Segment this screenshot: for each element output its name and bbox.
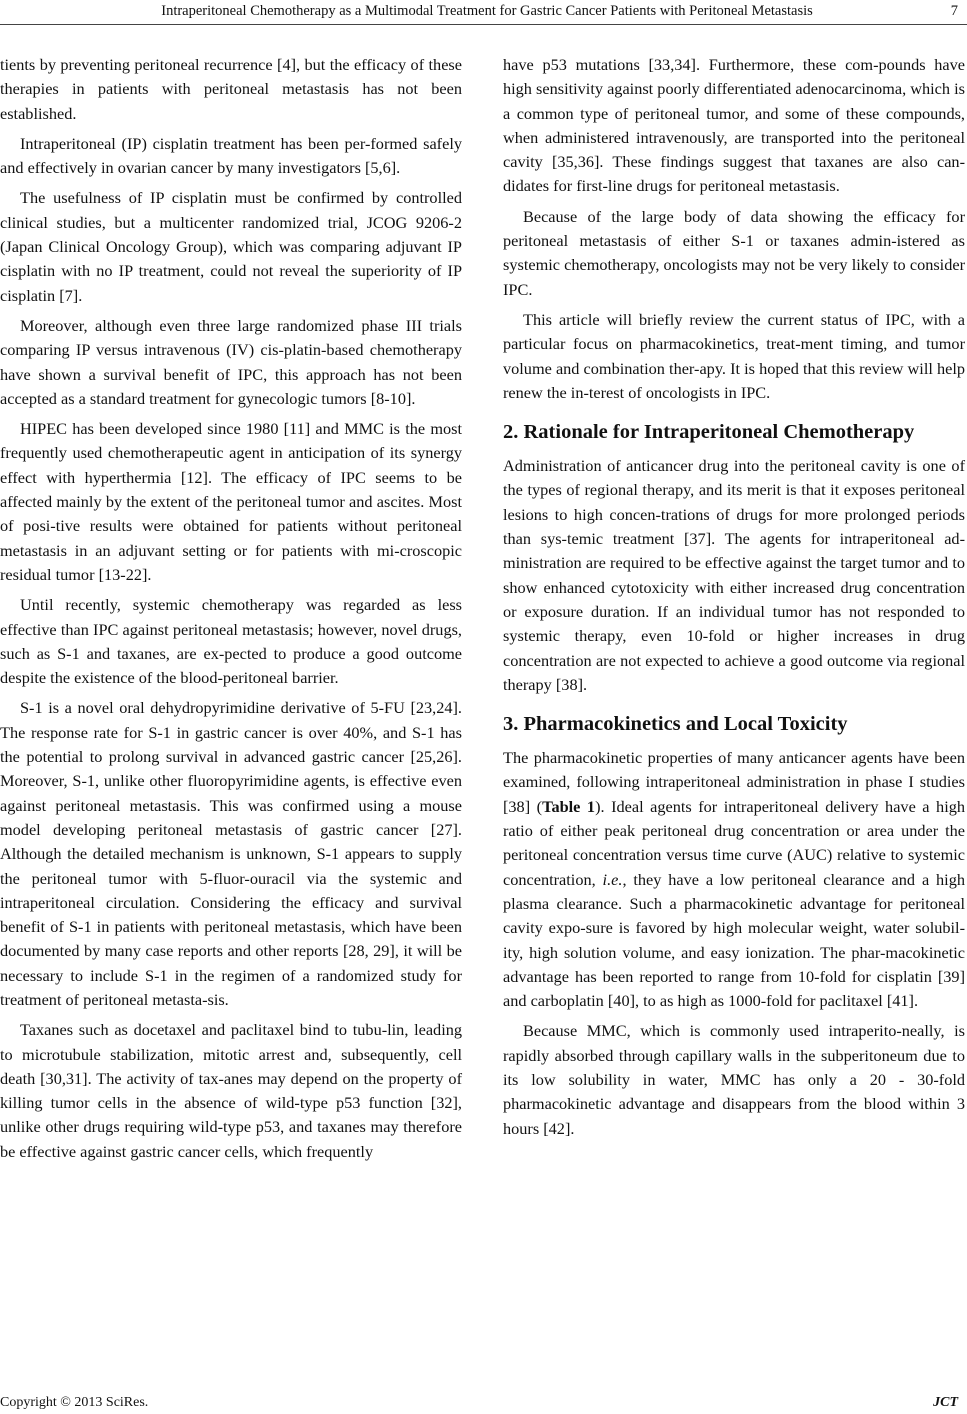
- text-run: The pharmacokinetic properties of many anticancer agents have been examined, following intraperitoneal administration in phase I studies [38] (: [503, 748, 965, 816]
- left-column: [0, 53, 462, 1170]
- text-run: , they have a low peritoneal clearance and a high plasma clearance. Such a pharmacokinetic advantage for peritoneal cavity expo-sure is favored by high molecular weight, water solubil-ity, high solution volume, and easy ionization. The phar-macokinetic advantage has been reported to range from 10-fold for cisplatin [39] and carboplatin [40], to as high as 1000-fold for paclitaxel [41].: [503, 869, 965, 1011]
- text-run: ). Ideal agents for intraperitoneal delivery have a high ratio of either peak peritoneal drug concentration or area under the peritoneal concentration versus time curve (AUC) relative to systemic concentration,: [503, 796, 965, 889]
- section-heading-pharmacokinetics: 3. Pharmacokinetics and Local Toxicity: [503, 713, 848, 736]
- header-rule: [0, 24, 967, 25]
- paragraph: Intraperitoneal (IP) cisplatin treatment has been per-formed safely and effectively in ovarian cancer by many investigators [5,6].: [0, 133, 462, 178]
- running-title: Intraperitoneal Chemotherapy as a Multimodal Treatment for Gastric Cancer Patients with Peritoneal Metastasis: [161, 3, 813, 19]
- paragraph: Because of the large body of data showing the efficacy for peritoneal metastasis of either S-1 or taxanes admin-istered as systemic chemotherapy, oncologists may not be very likely to consider IPC.: [503, 206, 965, 299]
- paragraph: tients by preventing peritoneal recurrence [4], but the efficacy of these therapies in patients with peritoneal metastasis has not been established.: [0, 55, 462, 123]
- table-reference-link[interactable]: Table 1: [542, 796, 596, 816]
- paragraph: The usefulness of IP cisplatin must be confirmed by controlled clinical studies, but a multicenter randomized trial, JCOG 9206-2 (Japan Clinical Oncology Group), which was comparing adjuvant IP cisplatin with no IP treatment, could not reveal the superiority of IP cisplatin [7].: [0, 188, 462, 305]
- paragraph: HIPEC has been developed since 1980 [11] and MMC is the most frequently used chemotherapeutic agent in anticipation of its synergy effect with hyperthermia [12]. The efficacy of IPC seems to be affected mainly by the extent of the peritoneal tumor and ascites. Most of posi-tive results were obtained for patients without peritoneal metastasis in an adjuvant setting or for patients with mi-croscopic residual tumor [13-22].: [0, 419, 462, 584]
- paragraph: Taxanes such as docetaxel and paclitaxel bind to tubu-lin, leading to microtubule stabilization, mitotic arrest and, subsequently, cell death [30,31]. The activity of tax-anes may depend on the property of killing tumor cells in the absence of wild-type p53 function [32], unlike other drugs requiring wild-type p53, and taxanes may therefore be effective against gastric cancer cells, which frequently: [0, 1020, 462, 1161]
- paragraph: Until recently, systemic chemotherapy was regarded as less effective than IPC against peritoneal metastasis; however, novel drugs, such as S-1 and taxanes, are ex-pected to produce a good outcome despite the existence of the blood-peritoneal barrier.: [0, 595, 462, 688]
- paragraph: [503, 746, 965, 1013]
- italic-run: i.e.: [602, 869, 623, 889]
- page-footer: [0, 1394, 967, 1412]
- paragraph: This article will briefly review the current status of IPC, with a particular focus on pharmacokinetics, treat-ment timing, and tumor volume and combination ther-apy. It is hoped that this review will help renew the in-terest of oncologists in IPC.: [503, 309, 965, 402]
- paragraph: S-1 is a novel oral dehydropyrimidine derivative of 5-FU [23,24]. The response rate for S-1 in gastric cancer is over 40%, and S-1 has the potential to prolong survival in advanced gastric cancer [25,26]. Moreover, S-1, unlike other fluoropyrimidine agents, is effective even against peritoneal metastasis. This was confirmed using a mouse model developing peritoneal metastasis of gastric cancer [27]. Although the detailed mechanism is unknown, S-1 appears to supply the peritoneal tumor with 5-fluor-ouracil via the systemic and intraperitoneal circulation. Considering the efficacy and survival benefit of S-1 in patients with peritoneal metastasis, which have been documented by many case reports and other reports [28, 29], it will be necessary to include S-1 in the regimen of a randomized study for treatment of peritoneal metasta-sis.: [0, 698, 462, 1009]
- journal-abbrev: JCT: [933, 1395, 958, 1410]
- section-heading-rationale: 2. Rationale for Intraperitoneal Chemotherapy: [503, 421, 915, 444]
- right-column: [503, 53, 965, 1147]
- copyright-notice: Copyright © 2013 SciRes.: [0, 1395, 149, 1410]
- paragraph: Because MMC, which is commonly used intraperito-neally, is rapidly absorbed through capillary walls in the subperitoneum due to its low solubility in water, MMC has only a 20 - 30-fold pharmacokinetic advantage and disappears from the blood within 3 hours [42].: [503, 1021, 965, 1138]
- paragraph: Administration of anticancer drug into the peritoneal cavity is one of the types of regional therapy, and its merit is that it exposes peritoneal lesions to high concen-trations of drugs for more prolonged periods than sys-temic treatment [37]. The agents for intraperitoneal ad-ministration are required to be effective against the target tumor and to show enhanced cytotoxicity with either increased drug concentration or exposure duration. If an individual tumor has not responded to systemic therapy, even 10-fold or higher increases in drug concentration are not expected to achieve a good outcome via regional therapy [38].: [503, 456, 965, 694]
- paragraph: Moreover, although even three large randomized phase III trials comparing IP versus intravenous (IV) cis-platin-based chemotherapy have shown a survival benefit of IPC, this approach has not been accepted as a standard treatment for gynecologic tumors [8-10].: [0, 315, 462, 408]
- page-number: 7: [950, 3, 958, 19]
- running-header: [0, 0, 967, 26]
- paragraph: have p53 mutations [33,34]. Furthermore, these com-pounds have high sensitivity against poorly differentiated adenocarcinoma, which is a common type of peritoneal tumor, and some of these compounds, when administered intravenously, are transported into the peritoneal cavity [35,36]. These findings suggest that taxanes are also can-didates for first-line drugs for peritoneal metastasis.: [503, 55, 965, 196]
